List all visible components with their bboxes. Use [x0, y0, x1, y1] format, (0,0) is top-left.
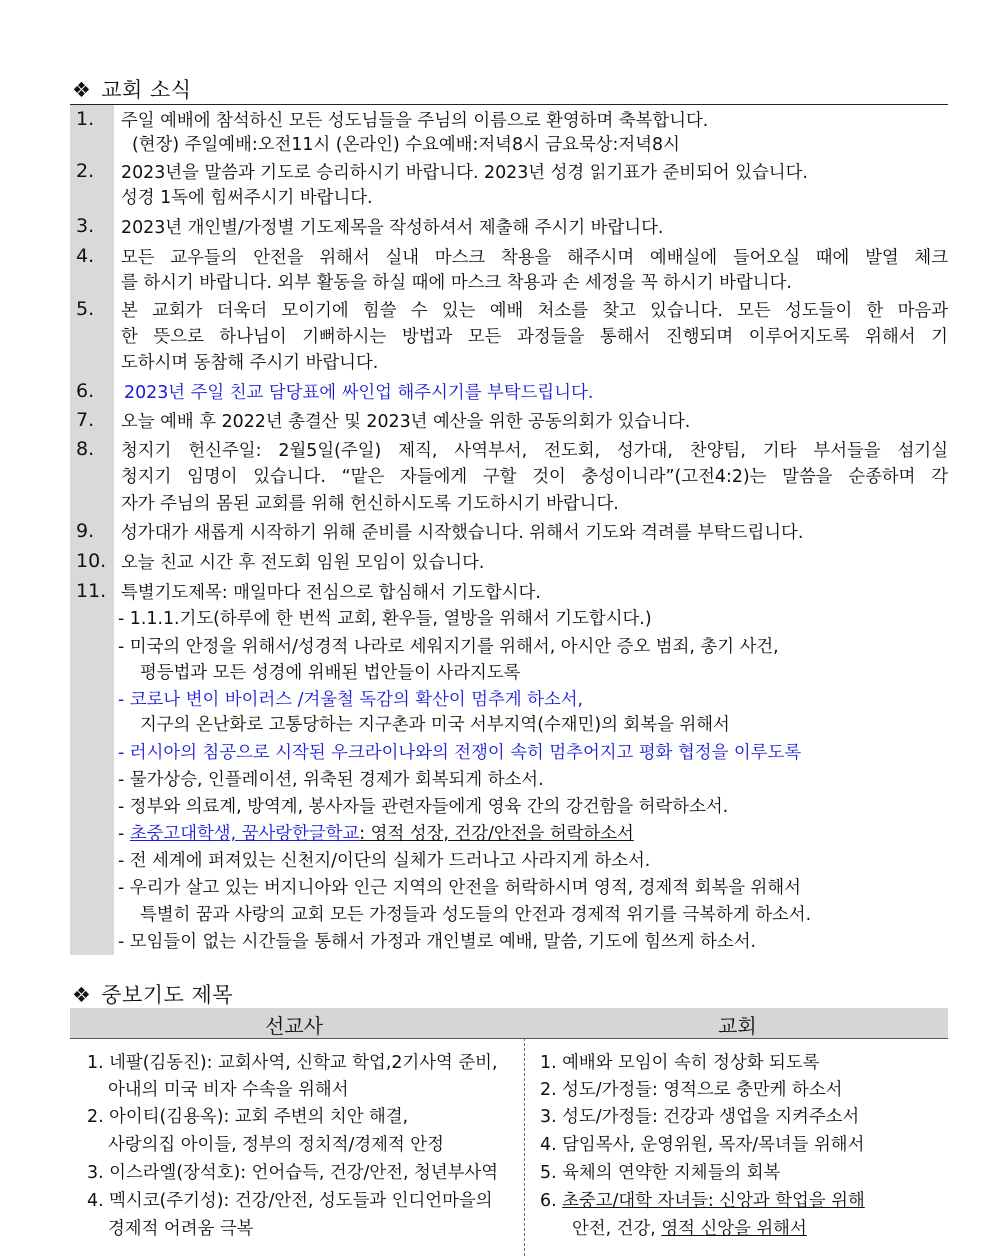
church-item-number: 6. — [540, 1191, 563, 1211]
heading-rule — [70, 104, 948, 105]
news-line: 주일 예배에 참석하신 모든 성도님들을 주님의 이름으로 환영하며 축복합니다. — [121, 111, 709, 131]
church-column-title: 교회 — [718, 1014, 757, 1038]
item-number: 2. — [76, 160, 95, 182]
news-line: 도하시며 동참해 주시기 바랍니다. — [121, 353, 379, 373]
item-number: 7. — [76, 409, 95, 431]
news-line: 오늘 친교 시간 후 전도회 임원 모임이 있습니다. — [121, 553, 485, 573]
prayer-line-highlight: - 코로나 변이 바이러스 /겨울철 독감의 확산이 멈추게 하소서, — [118, 690, 584, 710]
prayer-line: - 미국의 안정을 위해서/성경적 나라로 세워지기를 위해서, 아시안 증오 범죄, 총기 사건, — [118, 637, 779, 657]
school-link-text: 초중고대학생, 꿈사랑한글학교 — [129, 824, 360, 844]
item-number: 8. — [76, 438, 95, 460]
missionary-item: 3. 이스라엘(장석호): 언어습득, 건강/안전, 청년부사역 — [87, 1163, 499, 1183]
news-line: 2023년을 말씀과 기도로 승리하시기 바랍니다. 2023년 성경 읽기표가 준비되어 있습니다. — [121, 163, 808, 183]
school-line-rest: : 영적 성장, 건강/안전을 허락하소서 — [359, 824, 634, 844]
news-heading-text: 교회 소식 — [101, 78, 192, 102]
column-divider — [524, 1038, 525, 1256]
missionary-item: 4. 멕시코(주기성): 건강/안전, 성도들과 인디언마을의 — [87, 1191, 493, 1211]
church-item: 3. 성도/가정들: 건강과 생업을 지켜주소서 — [540, 1107, 860, 1127]
prayer-line: - 정부와 의료계, 방역계, 봉사자들 관련자들에게 영육 간의 강건함을 허락하소서. — [118, 797, 729, 817]
church-item: 1. 예배와 모임이 속히 정상화 되도록 — [540, 1053, 820, 1073]
prayer-line-highlight: - 러시아의 침공으로 시작된 우크라이나와의 전쟁이 속히 멈추어지고 평화 협정을 이루도록 — [118, 743, 802, 763]
news-heading — [72, 74, 192, 104]
prayer-dash: - — [118, 824, 130, 844]
news-line: 한 뜻으로 하나님이 기뻐하시는 방법과 모든 과정들을 통해서 진행되며 이루어지도록 위해서 기 — [121, 327, 948, 347]
diamond-bullet-icon: ❖ — [72, 78, 92, 102]
church-item: 4. 담임목사, 운영위원, 목자/목녀들 위해서 — [540, 1135, 865, 1155]
missionary-item: 경제적 어려움 극복 — [108, 1219, 254, 1239]
prayer-line: - 전 세계에 퍼져있는 신천지/이단의 실체가 드러나고 사라지게 하소서. — [118, 851, 651, 871]
news-line: 오늘 예배 후 2022년 총결산 및 2023년 예산을 위한 공동의회가 있습니다. — [121, 412, 691, 432]
church-item-underlined: 영적 신앙을 위해서 — [661, 1219, 807, 1239]
missionary-item: 아내의 미국 비자 수속을 위해서 — [108, 1080, 349, 1100]
news-line: 청지기 헌신주일: 2월5일(주일) 제직, 사역부서, 전도회, 성가대, 찬양팀, 기타 부서들을 섬기실 — [121, 441, 948, 461]
missionary-item: 사랑의집 아이들, 정부의 정치적/경제적 안정 — [108, 1135, 444, 1155]
news-line: 본 교회가 더욱더 모이기에 힘쓸 수 있는 예배 처소를 찾고 있습니다. 모든 성도들이 한 마음과 — [121, 301, 948, 321]
item-number: 5. — [76, 298, 95, 320]
news-line: 2023년 개인별/가정별 기도제목을 작성하셔서 제출해 주시기 바랍니다. — [121, 218, 664, 238]
diamond-bullet-icon: ❖ — [72, 983, 92, 1007]
prayer-line: 지구의 온난화로 고통당하는 지구촌과 미국 서부지역(수재민)의 회복을 위해서 — [140, 715, 730, 735]
item-number: 6. — [76, 380, 95, 402]
intercession-heading-text: 중보기도 제목 — [101, 983, 234, 1007]
news-line: 성경 1독에 힘써주시기 바랍니다. — [121, 188, 373, 208]
prayer-line — [118, 823, 945, 845]
missionary-column-title: 선교사 — [265, 1014, 323, 1038]
item-number: 4. — [76, 245, 95, 267]
prayer-line: 특별히 꿈과 사랑의 교회 모든 가정들과 성도들의 안전과 경제적 위기를 극복하게 하소서. — [140, 905, 812, 925]
news-line: 청지기 임명이 있습니다. “맡은 자들에게 구할 것이 충성이니라”(고전4:2)는 말씀을 순종하며 각 — [121, 467, 948, 487]
church-item: 2. 성도/가정들: 영적으로 충만케 하소서 — [540, 1080, 843, 1100]
item-number: 11. — [76, 580, 107, 602]
item-number: 9. — [76, 520, 95, 542]
news-line: 자가 주님의 몸된 교회를 위해 헌신하시도록 기도하시기 바랍니다. — [121, 494, 619, 514]
church-item-underlined: 초중고/대학 자녀들: 신앙과 학업을 위해 — [562, 1191, 865, 1211]
item-number: 3. — [76, 215, 95, 237]
news-line: 성가대가 새롭게 시작하기 위해 준비를 시작했습니다. 위해서 기도와 격려를 부탁드립니다. — [121, 523, 804, 543]
intercession-table-header — [70, 1008, 948, 1039]
intercession-heading — [72, 979, 233, 1009]
item-number: 10. — [76, 550, 107, 572]
news-line: 를 하시기 바랍니다. 외부 활동을 하실 때에 마스크 착용과 손 세정을 꼭 하시기 바랍니다. — [121, 273, 792, 293]
church-item: 5. 육체의 연약한 지체들의 회복 — [540, 1163, 781, 1183]
news-line: (현장) 주일예배:오전11시 (온라인) 수요예배:저녁8시 금요묵상:저녁8시 — [132, 135, 680, 155]
news-line-highlight: 2023년 주일 친교 담당표에 싸인업 해주시기를 부탁드립니다. — [124, 383, 594, 403]
prayer-line: - 1.1.1.기도(하루에 한 번씩 교회, 환우들, 열방을 위해서 기도합시다.) — [118, 609, 652, 629]
prayer-line: - 물가상승, 인플레이션, 위축된 경제가 회복되게 하소서. — [118, 770, 544, 790]
prayer-line: - 우리가 살고 있는 버지니아와 인근 지역의 안전을 허락하시며 영적, 경제적 회복을 위해서 — [118, 878, 801, 898]
missionary-item: 2. 아이티(김용옥): 교회 주변의 치안 해결, — [87, 1107, 409, 1127]
item-number: 1. — [76, 108, 95, 130]
church-item-text: 안전, 건강, — [572, 1219, 662, 1239]
church-item — [540, 1190, 865, 1212]
news-line: 특별기도제목: 매일마다 전심으로 합심해서 기도합시다. — [121, 583, 541, 603]
prayer-line: - 모임들이 없는 시간들을 통해서 가정과 개인별로 예배, 말씀, 기도에 힘쓰게 하소서. — [118, 932, 757, 952]
news-line: 모든 교우들의 안전을 위해서 실내 마스크 착용을 해주시며 예배실에 들어오실 때에 발열 체크 — [121, 248, 948, 268]
prayer-line: 평등법과 모든 성경에 위배된 법안들이 사라지도록 — [140, 663, 521, 683]
missionary-item: 1. 네팔(김동진): 교회사역, 신학교 학업,2기사역 준비, — [87, 1053, 498, 1073]
church-item — [572, 1218, 807, 1240]
